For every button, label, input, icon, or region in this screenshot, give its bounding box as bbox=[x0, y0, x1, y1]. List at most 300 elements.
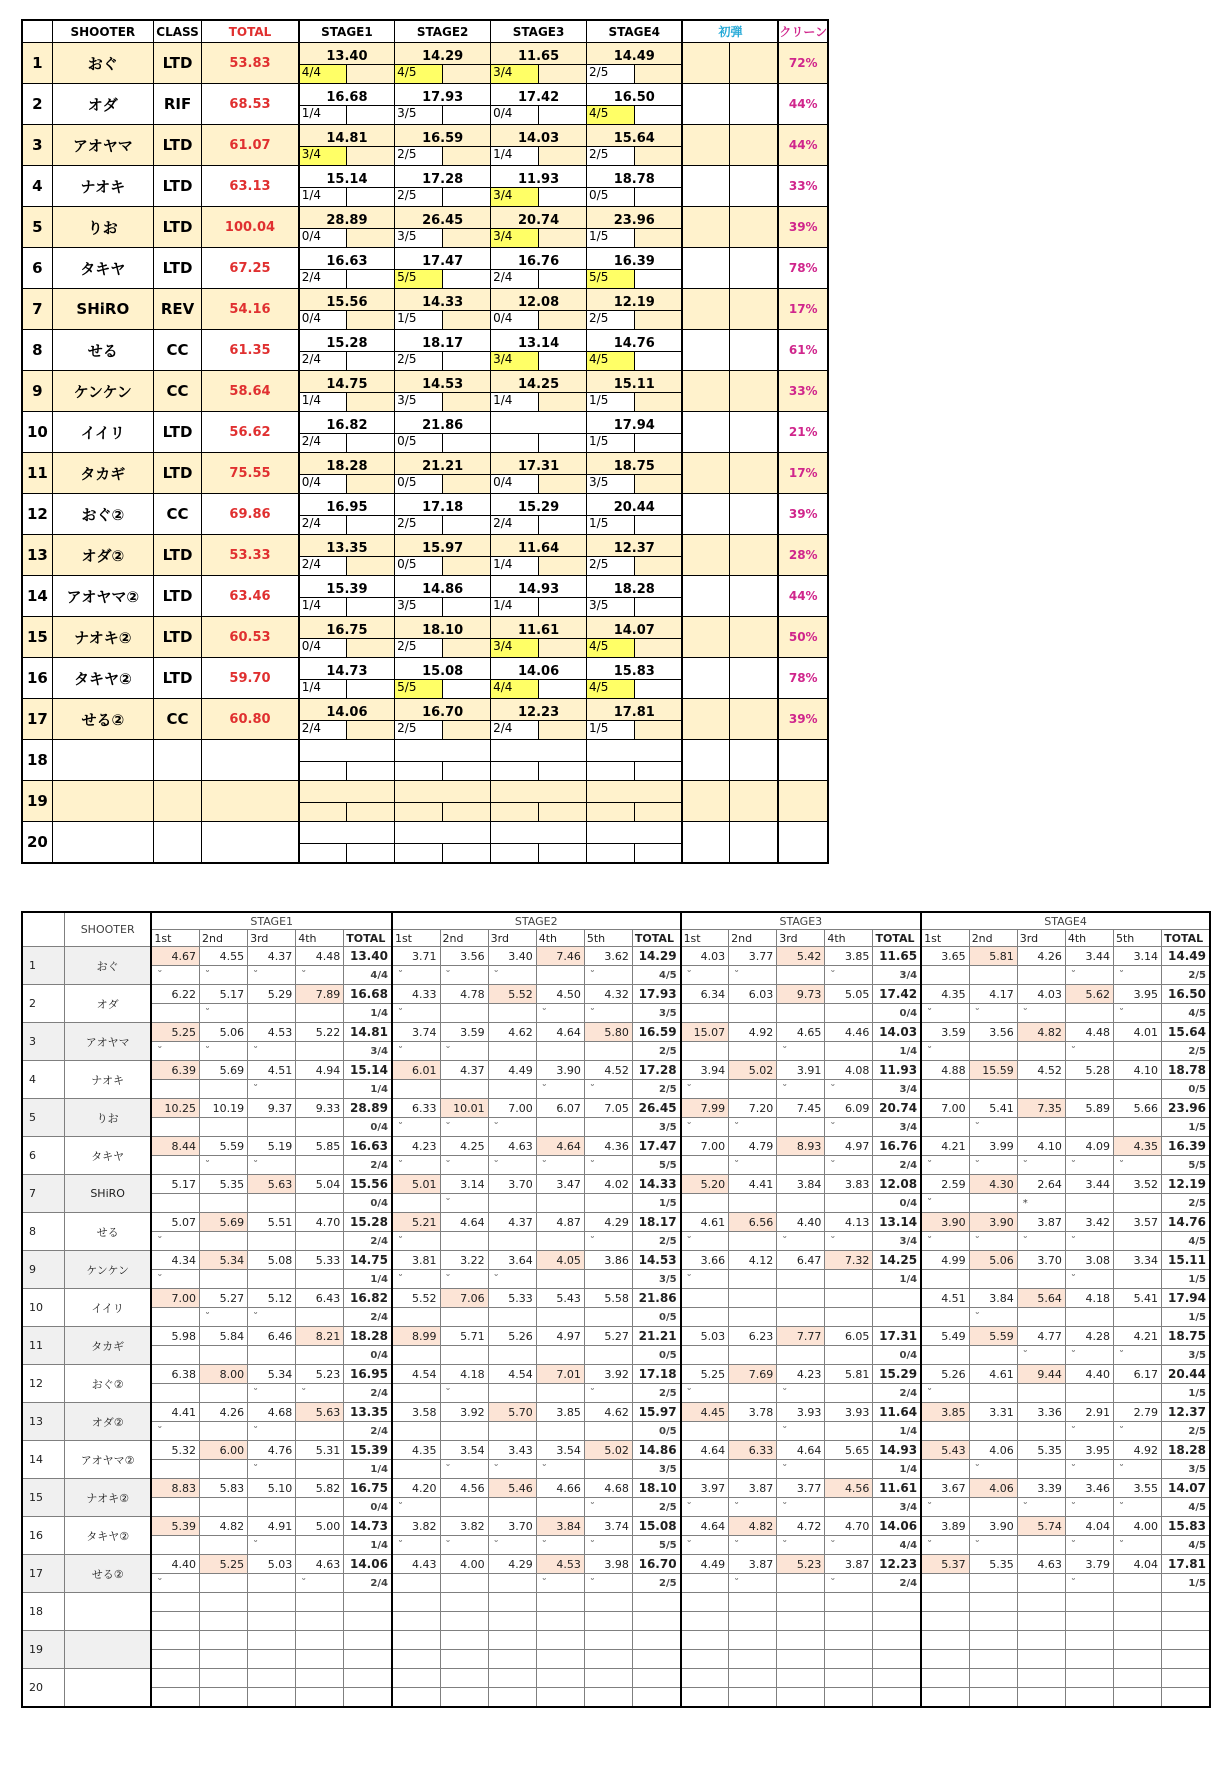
first-shot-cell bbox=[682, 617, 729, 658]
shot-mark: ˘ bbox=[1113, 1536, 1161, 1555]
stage-result: 0/4 bbox=[491, 311, 538, 330]
shot-mark bbox=[777, 1118, 825, 1137]
shot-time: 4.63 bbox=[1017, 1555, 1065, 1574]
stage-time: 14.29 bbox=[395, 43, 491, 65]
stage-total: 17.18 bbox=[632, 1365, 680, 1384]
shot-mark bbox=[729, 1232, 777, 1251]
stage-time bbox=[299, 740, 395, 762]
stage-result-blank bbox=[634, 229, 682, 248]
shot-mark: ˘ bbox=[681, 1536, 729, 1555]
shot-time: 3.65 bbox=[921, 947, 969, 966]
shot-time: 4.54 bbox=[488, 1365, 536, 1384]
stage-result: 2/4 bbox=[344, 1574, 392, 1593]
stage-result: 4/4 bbox=[344, 966, 392, 985]
shot-mark: ˘ bbox=[200, 1004, 248, 1023]
shot-mark bbox=[584, 1460, 632, 1479]
shot-time: 5.98 bbox=[151, 1327, 199, 1346]
detail-shooter-name: アオヤマ② bbox=[64, 1441, 151, 1479]
shot-mark: ˘ bbox=[1017, 1498, 1065, 1517]
shot-mark bbox=[777, 1156, 825, 1175]
detail-header-shot: 1st bbox=[151, 930, 199, 947]
shot-time: 2.59 bbox=[921, 1175, 969, 1194]
clean-rate: 61% bbox=[778, 330, 828, 371]
shot-mark bbox=[296, 1346, 344, 1365]
shot-time: 7.69 bbox=[729, 1365, 777, 1384]
shot-mark: ˘ bbox=[777, 1080, 825, 1099]
stage-result-blank bbox=[538, 147, 586, 166]
stage-result-blank bbox=[442, 270, 490, 289]
shot-time: 5.26 bbox=[921, 1365, 969, 1384]
stage-result-blank bbox=[538, 844, 586, 864]
shot-time bbox=[584, 1631, 632, 1650]
shot-mark bbox=[392, 1612, 440, 1631]
shot-mark: ˘ bbox=[151, 966, 199, 985]
shot-mark bbox=[1113, 1650, 1161, 1669]
shot-time: 5.21 bbox=[392, 1213, 440, 1232]
shot-mark bbox=[777, 1612, 825, 1631]
shot-time: 5.70 bbox=[488, 1403, 536, 1422]
shot-mark bbox=[200, 1232, 248, 1251]
shot-mark: ˘ bbox=[536, 1004, 584, 1023]
stage-time: 20.74 bbox=[491, 207, 587, 229]
shot-time: 4.77 bbox=[1017, 1327, 1065, 1346]
shot-time: 4.28 bbox=[1065, 1327, 1113, 1346]
shooter-name: おぐ② bbox=[52, 494, 153, 535]
shot-time: 3.87 bbox=[825, 1555, 873, 1574]
shot-time: 3.98 bbox=[584, 1555, 632, 1574]
stage-result-blank bbox=[442, 147, 490, 166]
stage-result: 2/4 bbox=[491, 721, 538, 740]
stage-result: 2/5 bbox=[395, 188, 442, 207]
shot-mark bbox=[584, 1422, 632, 1441]
stage-total: 16.50 bbox=[1162, 985, 1210, 1004]
shot-time: 4.10 bbox=[1017, 1137, 1065, 1156]
shot-time: 4.29 bbox=[584, 1213, 632, 1232]
shot-time: 10.01 bbox=[440, 1099, 488, 1118]
stage-time: 14.93 bbox=[491, 576, 587, 598]
stage-result bbox=[873, 1308, 921, 1327]
stage-result: 3/5 bbox=[632, 1118, 680, 1137]
detail-row-number: 1 bbox=[22, 947, 64, 985]
stage-total: 16.95 bbox=[344, 1365, 392, 1384]
shot-mark bbox=[536, 1194, 584, 1213]
shot-time: 3.91 bbox=[777, 1061, 825, 1080]
shot-mark: ˘ bbox=[584, 1498, 632, 1517]
stage-result-blank bbox=[634, 106, 682, 125]
stage-total: 14.03 bbox=[873, 1023, 921, 1042]
shot-mark bbox=[729, 1004, 777, 1023]
first-shot-cell bbox=[682, 412, 729, 453]
detail-shooter-name: ナオキ② bbox=[64, 1479, 151, 1517]
shot-mark bbox=[1113, 1080, 1161, 1099]
shot-time: 4.37 bbox=[440, 1061, 488, 1080]
shot-time: 4.50 bbox=[536, 985, 584, 1004]
stage-result bbox=[491, 434, 538, 453]
stage-time: 15.97 bbox=[395, 535, 491, 557]
stage-result-blank bbox=[634, 762, 682, 781]
stage-result bbox=[873, 1650, 921, 1669]
shot-mark bbox=[440, 1080, 488, 1099]
shot-mark: ˘ bbox=[969, 1118, 1017, 1137]
stage-result-blank bbox=[634, 188, 682, 207]
shot-mark: ˘ bbox=[248, 966, 296, 985]
shot-time: 3.62 bbox=[584, 947, 632, 966]
shot-mark: ˘ bbox=[536, 1460, 584, 1479]
shot-mark bbox=[488, 1422, 536, 1441]
shot-time: 4.64 bbox=[440, 1213, 488, 1232]
stage-result: 0/5 bbox=[395, 434, 442, 453]
stage-result-blank bbox=[538, 65, 586, 84]
first-shot-cell bbox=[730, 617, 778, 658]
stage-result-blank bbox=[346, 352, 394, 371]
stage-time: 11.93 bbox=[491, 166, 587, 188]
first-shot-cell bbox=[682, 330, 729, 371]
shot-mark: ˘ bbox=[151, 1232, 199, 1251]
shot-time: 4.37 bbox=[248, 947, 296, 966]
stage-result-blank bbox=[346, 65, 394, 84]
shot-time: 4.01 bbox=[1113, 1023, 1161, 1042]
shot-time: 3.42 bbox=[1065, 1213, 1113, 1232]
stage-result: 0/4 bbox=[491, 106, 538, 125]
shot-time: 3.14 bbox=[1113, 947, 1161, 966]
shot-time: 5.23 bbox=[296, 1365, 344, 1384]
detail-header-stage: STAGE1 bbox=[151, 912, 392, 930]
stage-time: 18.75 bbox=[587, 453, 683, 475]
stage-result: 2/5 bbox=[1162, 1042, 1210, 1061]
shot-mark bbox=[296, 1080, 344, 1099]
stage-time: 16.75 bbox=[299, 617, 395, 639]
detail-header-total: TOTAL bbox=[344, 930, 392, 947]
shot-time: 4.56 bbox=[440, 1479, 488, 1498]
shot-time: 5.43 bbox=[921, 1441, 969, 1460]
shot-time: 5.25 bbox=[681, 1365, 729, 1384]
stage-result: 1/5 bbox=[395, 311, 442, 330]
first-shot-cell bbox=[682, 781, 729, 822]
detail-row bbox=[22, 1403, 1210, 1422]
shot-time: 4.61 bbox=[681, 1213, 729, 1232]
shot-mark bbox=[969, 1498, 1017, 1517]
shot-time: 3.86 bbox=[584, 1251, 632, 1270]
shot-mark: ˘ bbox=[825, 1574, 873, 1593]
header-class: CLASS bbox=[153, 20, 201, 43]
stage-total: 16.75 bbox=[344, 1479, 392, 1498]
total-time: 53.33 bbox=[202, 535, 299, 576]
first-shot-cell bbox=[682, 699, 729, 740]
shot-time: 8.44 bbox=[151, 1137, 199, 1156]
shot-mark: ˘ bbox=[392, 1536, 440, 1555]
shot-mark bbox=[440, 1422, 488, 1441]
shot-time: 3.70 bbox=[1017, 1251, 1065, 1270]
stage-total: 11.64 bbox=[873, 1403, 921, 1422]
detail-row bbox=[22, 1365, 1210, 1384]
shot-mark bbox=[584, 1688, 632, 1708]
shot-mark bbox=[1065, 1004, 1113, 1023]
shot-time: 5.35 bbox=[1017, 1441, 1065, 1460]
stage-result-blank bbox=[442, 639, 490, 658]
stage-result bbox=[632, 1650, 680, 1669]
shot-mark bbox=[681, 1460, 729, 1479]
shot-mark bbox=[200, 1498, 248, 1517]
shot-mark bbox=[151, 1384, 199, 1403]
shot-mark bbox=[825, 1308, 873, 1327]
shot-time: 6.03 bbox=[729, 985, 777, 1004]
shot-mark: ˘ bbox=[151, 1042, 199, 1061]
stage-result-blank bbox=[538, 393, 586, 412]
first-shot-cell bbox=[682, 84, 729, 125]
first-shot-cell bbox=[682, 166, 729, 207]
shot-time: 4.21 bbox=[1113, 1327, 1161, 1346]
shooter-class bbox=[153, 822, 201, 864]
stage-total bbox=[344, 1669, 392, 1688]
shot-time: 4.36 bbox=[584, 1137, 632, 1156]
detail-row bbox=[22, 1517, 1210, 1536]
stage-result: 1/5 bbox=[1162, 1308, 1210, 1327]
stage-result bbox=[491, 762, 538, 781]
total-time: 69.86 bbox=[202, 494, 299, 535]
stage-result: 3/4 bbox=[873, 1498, 921, 1517]
shot-time: 3.81 bbox=[392, 1251, 440, 1270]
shot-mark: ˘ bbox=[1065, 1536, 1113, 1555]
shot-mark bbox=[825, 1194, 873, 1213]
shot-time: 3.87 bbox=[729, 1479, 777, 1498]
shot-time: 4.56 bbox=[825, 1479, 873, 1498]
row-number: 1 bbox=[22, 43, 52, 84]
stage-time: 14.06 bbox=[299, 699, 395, 721]
stage-time: 14.75 bbox=[299, 371, 395, 393]
summary-row bbox=[22, 535, 828, 557]
stage-result-blank bbox=[538, 434, 586, 453]
shot-time: 4.55 bbox=[200, 947, 248, 966]
shot-time: 3.87 bbox=[729, 1555, 777, 1574]
stage-total: 15.11 bbox=[1162, 1251, 1210, 1270]
stage-total: 18.17 bbox=[632, 1213, 680, 1232]
shot-mark bbox=[1065, 1308, 1113, 1327]
stage-result bbox=[299, 803, 346, 822]
shot-time: 4.32 bbox=[584, 985, 632, 1004]
shot-mark bbox=[825, 1498, 873, 1517]
shot-mark: ˘ bbox=[777, 1042, 825, 1061]
total-time: 63.46 bbox=[202, 576, 299, 617]
shooter-class: LTD bbox=[153, 576, 201, 617]
shot-mark bbox=[536, 1042, 584, 1061]
shot-mark bbox=[825, 1384, 873, 1403]
stage-result: 0/4 bbox=[344, 1346, 392, 1365]
detail-row-number: 9 bbox=[22, 1251, 64, 1289]
shot-mark bbox=[969, 1422, 1017, 1441]
shot-mark bbox=[248, 1346, 296, 1365]
clean-rate bbox=[778, 822, 828, 864]
stage-time bbox=[587, 822, 683, 844]
stage-result bbox=[632, 1612, 680, 1631]
total-time bbox=[202, 781, 299, 822]
stage-result-blank bbox=[442, 475, 490, 494]
shot-time: 2.64 bbox=[1017, 1175, 1065, 1194]
detail-row-number: 8 bbox=[22, 1213, 64, 1251]
shot-time: 4.51 bbox=[921, 1289, 969, 1308]
stage-result: 1/4 bbox=[873, 1422, 921, 1441]
stage-total: 15.83 bbox=[1162, 1517, 1210, 1536]
shot-mark: ˘ bbox=[777, 1498, 825, 1517]
shot-mark bbox=[777, 1270, 825, 1289]
shot-time: 3.78 bbox=[729, 1403, 777, 1422]
stage-result: 0/5 bbox=[632, 1346, 680, 1365]
shot-time bbox=[200, 1593, 248, 1612]
shot-mark: ˘ bbox=[1113, 1156, 1161, 1175]
shot-time: 6.23 bbox=[729, 1327, 777, 1346]
stage-total: 21.86 bbox=[632, 1289, 680, 1308]
stage-result: 3/5 bbox=[395, 106, 442, 125]
stage-result-blank bbox=[634, 639, 682, 658]
shot-mark: ˘ bbox=[248, 1460, 296, 1479]
stage-time: 18.17 bbox=[395, 330, 491, 352]
shooter-class bbox=[153, 781, 201, 822]
shot-mark bbox=[729, 1308, 777, 1327]
shot-mark: ˘ bbox=[296, 966, 344, 985]
shot-mark: ˘ bbox=[1065, 1460, 1113, 1479]
stage-result-blank bbox=[538, 352, 586, 371]
shot-mark bbox=[969, 1346, 1017, 1365]
stage-result bbox=[1162, 1650, 1210, 1669]
stage-total: 12.19 bbox=[1162, 1175, 1210, 1194]
stage-time: 14.73 bbox=[299, 658, 395, 680]
stage-result: 0/4 bbox=[299, 475, 346, 494]
shot-mark bbox=[729, 1346, 777, 1365]
stage-time: 15.11 bbox=[587, 371, 683, 393]
shot-time bbox=[440, 1631, 488, 1650]
shot-time: 4.02 bbox=[584, 1175, 632, 1194]
shot-time: 4.40 bbox=[777, 1213, 825, 1232]
shot-mark bbox=[681, 1422, 729, 1441]
stage-time: 16.76 bbox=[491, 248, 587, 270]
stage-result: 3/5 bbox=[587, 475, 634, 494]
shot-mark bbox=[248, 1118, 296, 1137]
shot-time bbox=[488, 1593, 536, 1612]
first-shot-cell bbox=[682, 740, 729, 781]
shot-mark bbox=[296, 1118, 344, 1137]
shot-mark: ˘ bbox=[681, 966, 729, 985]
shot-time bbox=[921, 1631, 969, 1650]
shot-time: 5.22 bbox=[296, 1023, 344, 1042]
detail-row-number: 13 bbox=[22, 1403, 64, 1441]
stage-result-blank bbox=[538, 680, 586, 699]
shot-mark bbox=[921, 1612, 969, 1631]
stage-result: 2/5 bbox=[632, 1498, 680, 1517]
shot-mark bbox=[777, 1650, 825, 1669]
shot-time: 4.64 bbox=[777, 1441, 825, 1460]
stage-total: 12.37 bbox=[1162, 1403, 1210, 1422]
stage-result: 3/4 bbox=[873, 966, 921, 985]
shot-time: 4.48 bbox=[296, 947, 344, 966]
shot-time: 5.69 bbox=[200, 1061, 248, 1080]
shot-mark bbox=[1113, 1574, 1161, 1593]
stage-result bbox=[873, 1688, 921, 1708]
stage-result: 2/5 bbox=[587, 311, 634, 330]
shot-time bbox=[440, 1593, 488, 1612]
stage-time bbox=[395, 781, 491, 803]
stage-total: 18.10 bbox=[632, 1479, 680, 1498]
stage-total: 14.73 bbox=[344, 1517, 392, 1536]
stage-result: 2/5 bbox=[587, 65, 634, 84]
clean-rate: 78% bbox=[778, 248, 828, 289]
shot-mark: ˘ bbox=[1065, 1574, 1113, 1593]
stage-result: 0/4 bbox=[299, 229, 346, 248]
stage-time: 11.61 bbox=[491, 617, 587, 639]
shot-time: 5.41 bbox=[969, 1099, 1017, 1118]
shot-time: 4.30 bbox=[969, 1175, 1017, 1194]
shot-time: 6.17 bbox=[1113, 1365, 1161, 1384]
detail-header-shooter: SHOOTER bbox=[64, 912, 151, 947]
shot-mark bbox=[392, 1346, 440, 1365]
stage-time: 15.14 bbox=[299, 166, 395, 188]
clean-rate: 28% bbox=[778, 535, 828, 576]
first-shot-cell bbox=[682, 289, 729, 330]
stage-result: 0/4 bbox=[344, 1194, 392, 1213]
shot-time bbox=[584, 1669, 632, 1688]
shot-time: 4.05 bbox=[536, 1251, 584, 1270]
stage-total: 17.47 bbox=[632, 1137, 680, 1156]
shot-time: 4.79 bbox=[729, 1137, 777, 1156]
stage-result: 2/5 bbox=[395, 147, 442, 166]
shot-time: 3.74 bbox=[584, 1517, 632, 1536]
shot-mark bbox=[729, 1080, 777, 1099]
stage-time: 28.89 bbox=[299, 207, 395, 229]
stage-total: 14.29 bbox=[632, 947, 680, 966]
shot-mark bbox=[584, 1042, 632, 1061]
stage-result bbox=[491, 844, 538, 864]
stage-result: 4/4 bbox=[299, 65, 346, 84]
header-no-blank bbox=[22, 20, 52, 43]
shot-time: 3.99 bbox=[969, 1137, 1017, 1156]
shot-mark: ˘ bbox=[969, 1308, 1017, 1327]
stage-result-blank bbox=[442, 680, 490, 699]
shot-mark bbox=[777, 1346, 825, 1365]
stage-result-blank bbox=[442, 352, 490, 371]
first-shot-cell bbox=[730, 494, 778, 535]
shot-mark bbox=[248, 1498, 296, 1517]
shot-mark bbox=[1017, 1308, 1065, 1327]
shot-time: 3.85 bbox=[536, 1403, 584, 1422]
detail-row-number: 18 bbox=[22, 1593, 64, 1631]
stage-result: 2/5 bbox=[395, 639, 442, 658]
shot-time bbox=[825, 1669, 873, 1688]
stage-result: 2/4 bbox=[299, 721, 346, 740]
detail-header-total: TOTAL bbox=[1162, 930, 1210, 947]
shot-mark: ˘ bbox=[584, 1156, 632, 1175]
shot-mark: ˘ bbox=[296, 1574, 344, 1593]
detail-row bbox=[22, 1213, 1210, 1232]
shooter-class: CC bbox=[153, 371, 201, 412]
shot-mark bbox=[681, 1688, 729, 1708]
shot-mark: ˘ bbox=[825, 966, 873, 985]
shot-mark bbox=[681, 1308, 729, 1327]
shot-time: 3.34 bbox=[1113, 1251, 1161, 1270]
shot-mark bbox=[777, 1308, 825, 1327]
shot-mark bbox=[200, 1612, 248, 1631]
shot-time: 4.92 bbox=[729, 1023, 777, 1042]
stage-result bbox=[491, 803, 538, 822]
stage-total: 15.14 bbox=[344, 1061, 392, 1080]
shot-mark: ˘ bbox=[1113, 1460, 1161, 1479]
shot-time bbox=[681, 1669, 729, 1688]
shot-mark bbox=[536, 1384, 584, 1403]
stage-result-blank bbox=[346, 844, 394, 864]
header-shooter: SHOOTER bbox=[52, 20, 153, 43]
shot-mark: ˘ bbox=[1017, 1156, 1065, 1175]
stage-total: 15.29 bbox=[873, 1365, 921, 1384]
shot-mark: ˘ bbox=[536, 1536, 584, 1555]
detail-shooter-name: オダ bbox=[64, 985, 151, 1023]
first-shot-cell bbox=[682, 125, 729, 166]
